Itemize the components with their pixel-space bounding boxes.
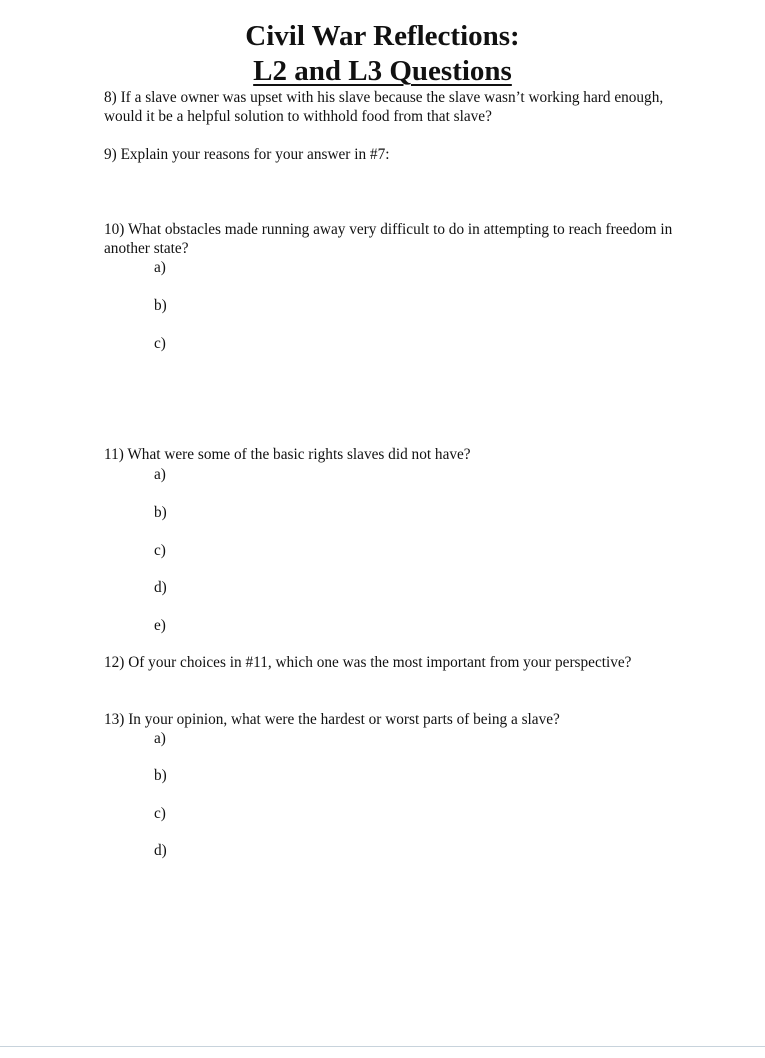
answer-option: b): [154, 297, 167, 314]
answer-option: b): [154, 504, 167, 521]
page-edge-divider: [0, 1046, 765, 1047]
answer-option: c): [154, 542, 166, 559]
question-11: 11) What were some of the basic rights slaves did not have?: [104, 446, 471, 463]
answer-option: a): [154, 730, 166, 747]
answer-option: e): [154, 617, 166, 634]
question-10: 10) What obstacles made running away very difficult to do in attempting to reach freedom in another state?: [104, 221, 673, 257]
answer-option: a): [154, 466, 166, 483]
answer-option: d): [154, 579, 167, 596]
question-8: 8) If a slave owner was upset with his slave because the slave wasn’t working hard enough, would it be a helpful solution to withhold food from that slave?: [104, 89, 664, 125]
answer-option: c): [154, 805, 166, 822]
answer-option: b): [154, 767, 167, 784]
answer-option: d): [154, 842, 167, 859]
worksheet-title: Civil War Reflections:: [245, 20, 520, 52]
question-9: 9) Explain your reasons for your answer in #7:: [104, 146, 390, 163]
worksheet-subtitle: L2 and L3 Questions: [253, 55, 512, 87]
question-13: 13) In your opinion, what were the hardest or worst parts of being a slave?: [104, 711, 560, 728]
answer-option: c): [154, 335, 166, 352]
question-12: 12) Of your choices in #11, which one was the most important from your perspective?: [104, 654, 632, 671]
answer-option: a): [154, 259, 166, 276]
